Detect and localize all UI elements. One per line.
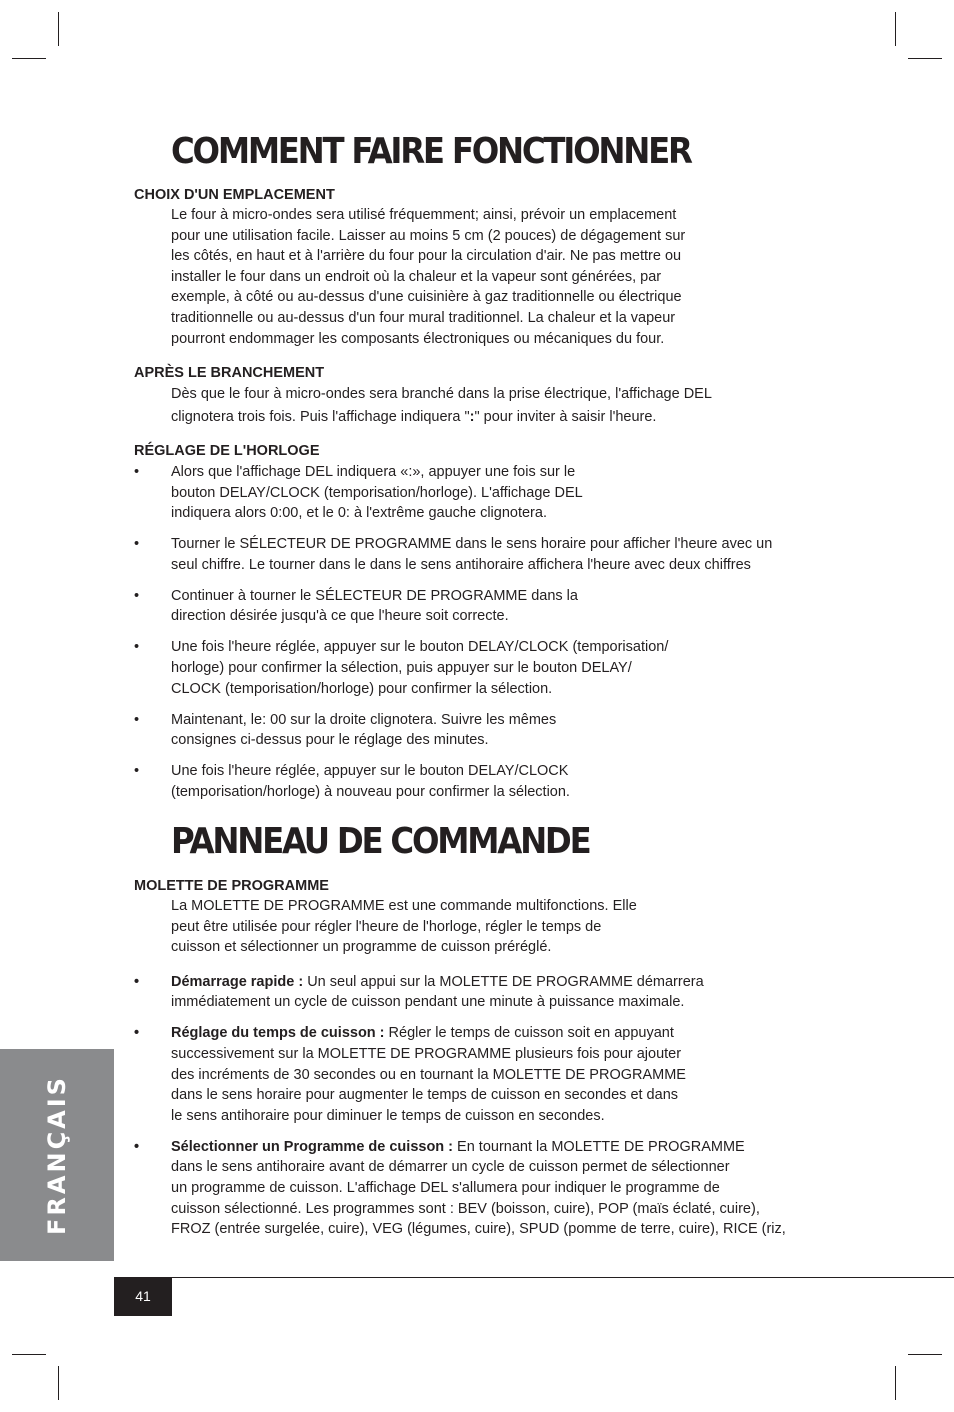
item-label: Démarrage rapide :	[171, 973, 304, 990]
language-label: FRANÇAIS	[43, 1075, 71, 1235]
bullet-glyph: •	[134, 763, 140, 780]
crop-mark	[58, 1366, 59, 1400]
list-item: • Une fois l'heure réglée, appuyer sur le bouton DELAY/CLOCK (temporisation/ horloge) pour confirmer la sélection, puis appuyer sur le bouton DELAY/ CLOCK (temporisation/horloge) pour confirmer la sélection.	[134, 639, 669, 697]
body-line: pour une utilisation facile. Laisser au moins 5 cm (2 pouces) de dégagement sur	[171, 227, 686, 244]
list-item: • Une fois l'heure réglée, appuyer sur le bouton DELAY/CLOCK (temporisation/horloge) à nouveau pour confirmer la sélection.	[134, 763, 570, 800]
bullet-glyph: •	[134, 1025, 140, 1042]
colon-symbol: :	[469, 408, 475, 425]
list-item: • Démarrage rapide : Un seul appui sur la MOLETTE DE PROGRAMME démarrera immédiatement un cycle de cuisson pendant une minute à puissance maximale.	[134, 973, 704, 1011]
list-item: • Sélectionner un Programme de cuisson : En tournant la MOLETTE DE PROGRAMME dans le sens antihoraire avant de démarrer un cycle de cuisson permet de sélectionner un programme de cuisson. L'affichage DEL s'allumera pour indiquer le programme de cuisson sélectionné. Les programmes sont : BEV (boisson, cuire), POP (maïs éclaté, cuire), FROZ (entrée surgelée, cuire), VEG (légumes, cuire), SPUD (pomme de terre, cuire), RICE (riz,	[134, 1138, 786, 1238]
bullet-glyph: •	[134, 536, 140, 553]
body-line: Dès que le four à micro-ondes sera branché dans la prise électrique, l'affichage DEL	[171, 386, 712, 402]
page-title: COMMENT FAIRE FONCTIONNER	[171, 131, 691, 172]
footer-rule	[114, 1277, 954, 1278]
crop-mark	[58, 12, 59, 46]
crop-mark	[895, 1366, 896, 1400]
body-line: installer le four dans un endroit où la chaleur et la vapeur sont générées, par	[171, 268, 662, 285]
bullet-list	[134, 462, 824, 802]
section-apres-branchement	[134, 363, 824, 428]
bullet-glyph: •	[134, 1138, 140, 1155]
language-tab	[0, 1049, 114, 1261]
section-heading: APRÈS LE BRANCHEMENT	[134, 365, 325, 381]
item-label: Sélectionner un Programme de cuisson :	[171, 1138, 454, 1155]
body-line: exemple, à côté ou au-dessus d'une cuisinière à gaz traditionnelle ou électrique	[171, 289, 682, 306]
crop-mark	[908, 1354, 942, 1355]
bullet-glyph: •	[134, 639, 140, 656]
page-number: 41	[135, 1288, 151, 1304]
section-body	[171, 205, 824, 349]
section-body	[171, 383, 824, 428]
list-item: • Réglage du temps de cuisson : Régler le temps de cuisson soit en appuyant successivement sur la MOLETTE DE PROGRAMME plusieurs fois pour ajouter des incréments de 30 secondes ou en tournant la MOLETTE DE PROGRAMME dans le sens horaire pour augmenter le temps de cuisson en secondes et dans le sens antihoraire pour diminuer le temps de cuisson en secondes.	[134, 1025, 686, 1124]
bullet-glyph: •	[134, 464, 140, 480]
item-label: Réglage du temps de cuisson :	[171, 1025, 385, 1042]
page-number-box	[114, 1278, 172, 1316]
crop-mark	[895, 12, 896, 46]
section-choix-emplacement	[134, 185, 824, 349]
crop-mark	[908, 58, 942, 59]
body-line: les côtés, en haut et à l'arrière du four pour la circulation d'air. Ne pas mettre ou	[171, 248, 682, 265]
section-reglage-horloge	[134, 441, 824, 813]
list-item: • Alors que l'affichage DEL indiquera «:», appuyer une fois sur le bouton DELAY/CLOCK (temporisation/horloge). L'affichage DEL indiquera alors 0:00, et le 0: à l'extrême gauche clignotera.	[134, 464, 583, 522]
crop-mark	[12, 1354, 46, 1355]
body-line: cuisson et sélectionner un programme de cuisson préréglé.	[171, 939, 552, 956]
section-body	[171, 896, 824, 958]
bullet-glyph: •	[134, 711, 140, 728]
bullet-list	[134, 972, 824, 1240]
body-line: Le four à micro-ondes sera utilisé fréquemment; ainsi, prévoir un emplacement	[171, 207, 677, 223]
section-molette-programme	[134, 876, 824, 1250]
list-item: • Maintenant, le: 00 sur la droite clignotera. Suivre les mêmes consignes ci-dessus pour le réglage des minutes.	[134, 711, 557, 749]
section-heading: RÉGLAGE DE L'HORLOGE	[134, 443, 320, 459]
body-line: pourront endommager les composants électroniques ou mécaniques du four.	[171, 330, 665, 347]
bullet-glyph: •	[134, 973, 140, 990]
section-heading: MOLETTE DE PROGRAMME	[134, 878, 329, 894]
body-line: peut être utilisée pour régler l'heure de l'horloge, régler le temps de	[171, 918, 602, 935]
crop-mark	[12, 58, 46, 59]
body-line: traditionnelle ou au-dessus d'un four mural traditionnel. La chaleur et la vapeur	[171, 309, 676, 326]
body-line: clignotera trois fois. Puis l'affichage indiquera ":" pour inviter à saisir l'heure.	[171, 408, 657, 425]
list-item: • Tourner le SÉLECTEUR DE PROGRAMME dans le sens horaire pour afficher l'heure avec un seul chiffre. Le tourner dans le dans le sens antihoraire affichera l'heure avec deux chiffres	[134, 536, 773, 573]
section-heading: CHOIX D'UN EMPLACEMENT	[134, 187, 335, 203]
list-item: • Continuer à tourner le SÉLECTEUR DE PROGRAMME dans la direction désirée jusqu'à ce que l'heure soit correcte.	[134, 587, 578, 625]
body-line: La MOLETTE DE PROGRAMME est une commande multifonctions. Elle	[171, 898, 637, 914]
bullet-glyph: •	[134, 587, 140, 604]
section-title: PANNEAU DE COMMANDE	[171, 821, 590, 862]
